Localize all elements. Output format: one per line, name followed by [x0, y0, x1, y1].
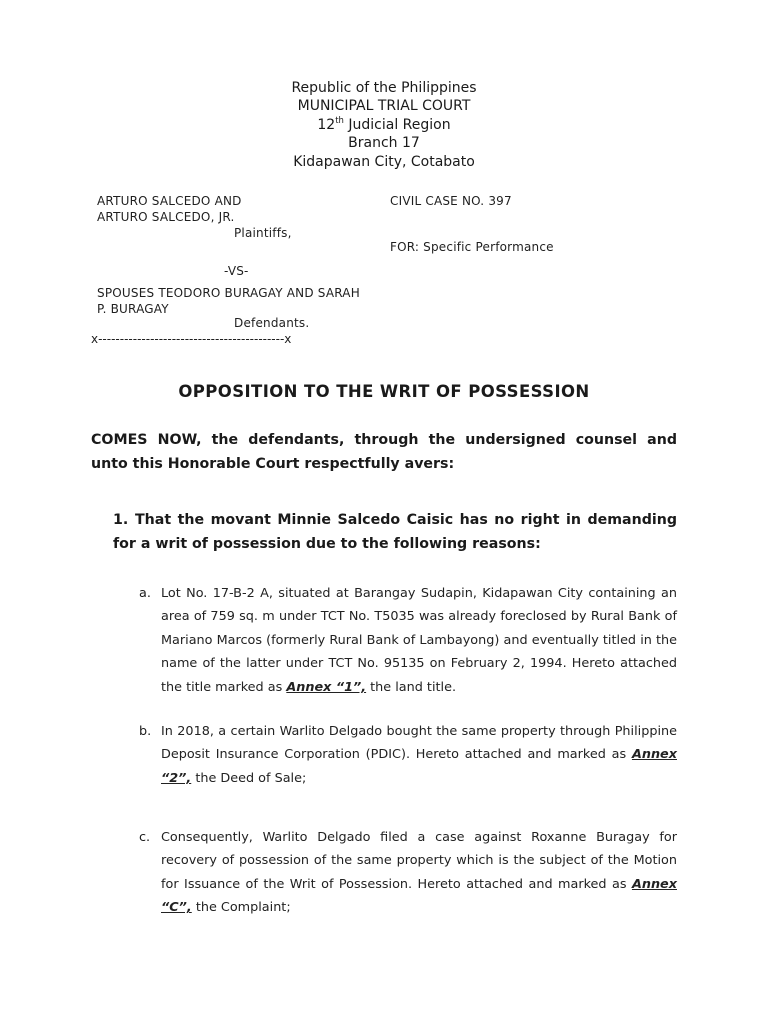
versus-label: -VS-: [224, 264, 249, 278]
numbered-text: That the movant Minnie Salcedo Caisic has no right in demanding for a writ of possession due to the following reasons:: [113, 512, 677, 552]
plaintiffs-line2: ARTURO SALCEDO, JR.: [97, 210, 235, 224]
item-c-marker: c.: [139, 830, 151, 845]
item-b-text: In 2018, a certain Warlito Delgado bought the same property through Philippine Deposit Insurance Corporation (PDIC). Hereto attached and marked as: [161, 724, 677, 763]
defendants-role: Defendants.: [234, 316, 310, 330]
annex-1-label: Annex “1”,: [286, 679, 367, 695]
item-c-after: the Complaint;: [191, 900, 291, 916]
case-number: CIVIL CASE NO. 397: [390, 194, 512, 208]
header-republic: Republic of the Philippines: [291, 80, 477, 96]
region-number: 12: [317, 116, 336, 133]
document-title: OPPOSITION TO THE WRIT OF POSSESSION: [178, 382, 590, 401]
annex-c-label: Annex “C”,: [161, 876, 677, 916]
region-suffix: th: [335, 115, 344, 126]
plaintiffs-role: Plaintiffs,: [234, 226, 292, 240]
item-a-marker: a.: [139, 586, 151, 601]
header-branch: Branch 17: [348, 135, 420, 152]
annex-2-label: Annex “2”,: [161, 747, 677, 786]
header-city: Kidapawan City, Cotabato: [293, 153, 475, 170]
item-c-text: Consequently, Warlito Delgado filed a case against Roxanne Buragay for recovery of possession of the same property which is the subject of the Motion for Issuance of the Writ of Possession. Hereto attached and marked as: [161, 830, 677, 892]
item-c-paragraph: [161, 826, 677, 920]
item-a-text: Lot No. 17-B-2 A, situated at Barangay Sudapin, Kidapawan City containing an area of 759 sq. m under TCT No. T5035 was already foreclosed by Rural Bank of Mariano Marcos (formerly Rural Bank of Lambayong) and eventually titled in the name of the latter under TCT No. 95135 on February 2, 1994. Hereto attached the title marked as: [161, 586, 677, 695]
numbered-marker: 1.: [113, 512, 129, 528]
header-region: [0, 116, 768, 134]
item-b-paragraph: [161, 720, 677, 790]
plaintiffs-line1: ARTURO SALCEDO AND: [97, 194, 242, 208]
header-court: MUNICIPAL TRIAL COURT: [297, 98, 471, 115]
item-a-after: the land title.: [366, 679, 457, 695]
region-rest: Judicial Region: [343, 116, 451, 133]
item-b-after: the Deed of Sale;: [191, 770, 307, 786]
numbered-paragraph: [113, 508, 677, 556]
item-b-marker: b.: [139, 724, 152, 739]
court-header: [0, 79, 768, 171]
defendants-line2: P. BURAGAY: [97, 302, 169, 316]
intro-paragraph: COMES NOW, the defendants, through the undersigned counsel and unto this Honorable Court respectfully avers:: [91, 432, 677, 472]
caption-separator: x-------------------------------------------x: [91, 332, 292, 346]
case-nature: FOR: Specific Performance: [390, 240, 554, 254]
defendants-line1: SPOUSES TEODORO BURAGAY AND SARAH: [97, 286, 360, 300]
item-a-paragraph: [161, 582, 677, 699]
